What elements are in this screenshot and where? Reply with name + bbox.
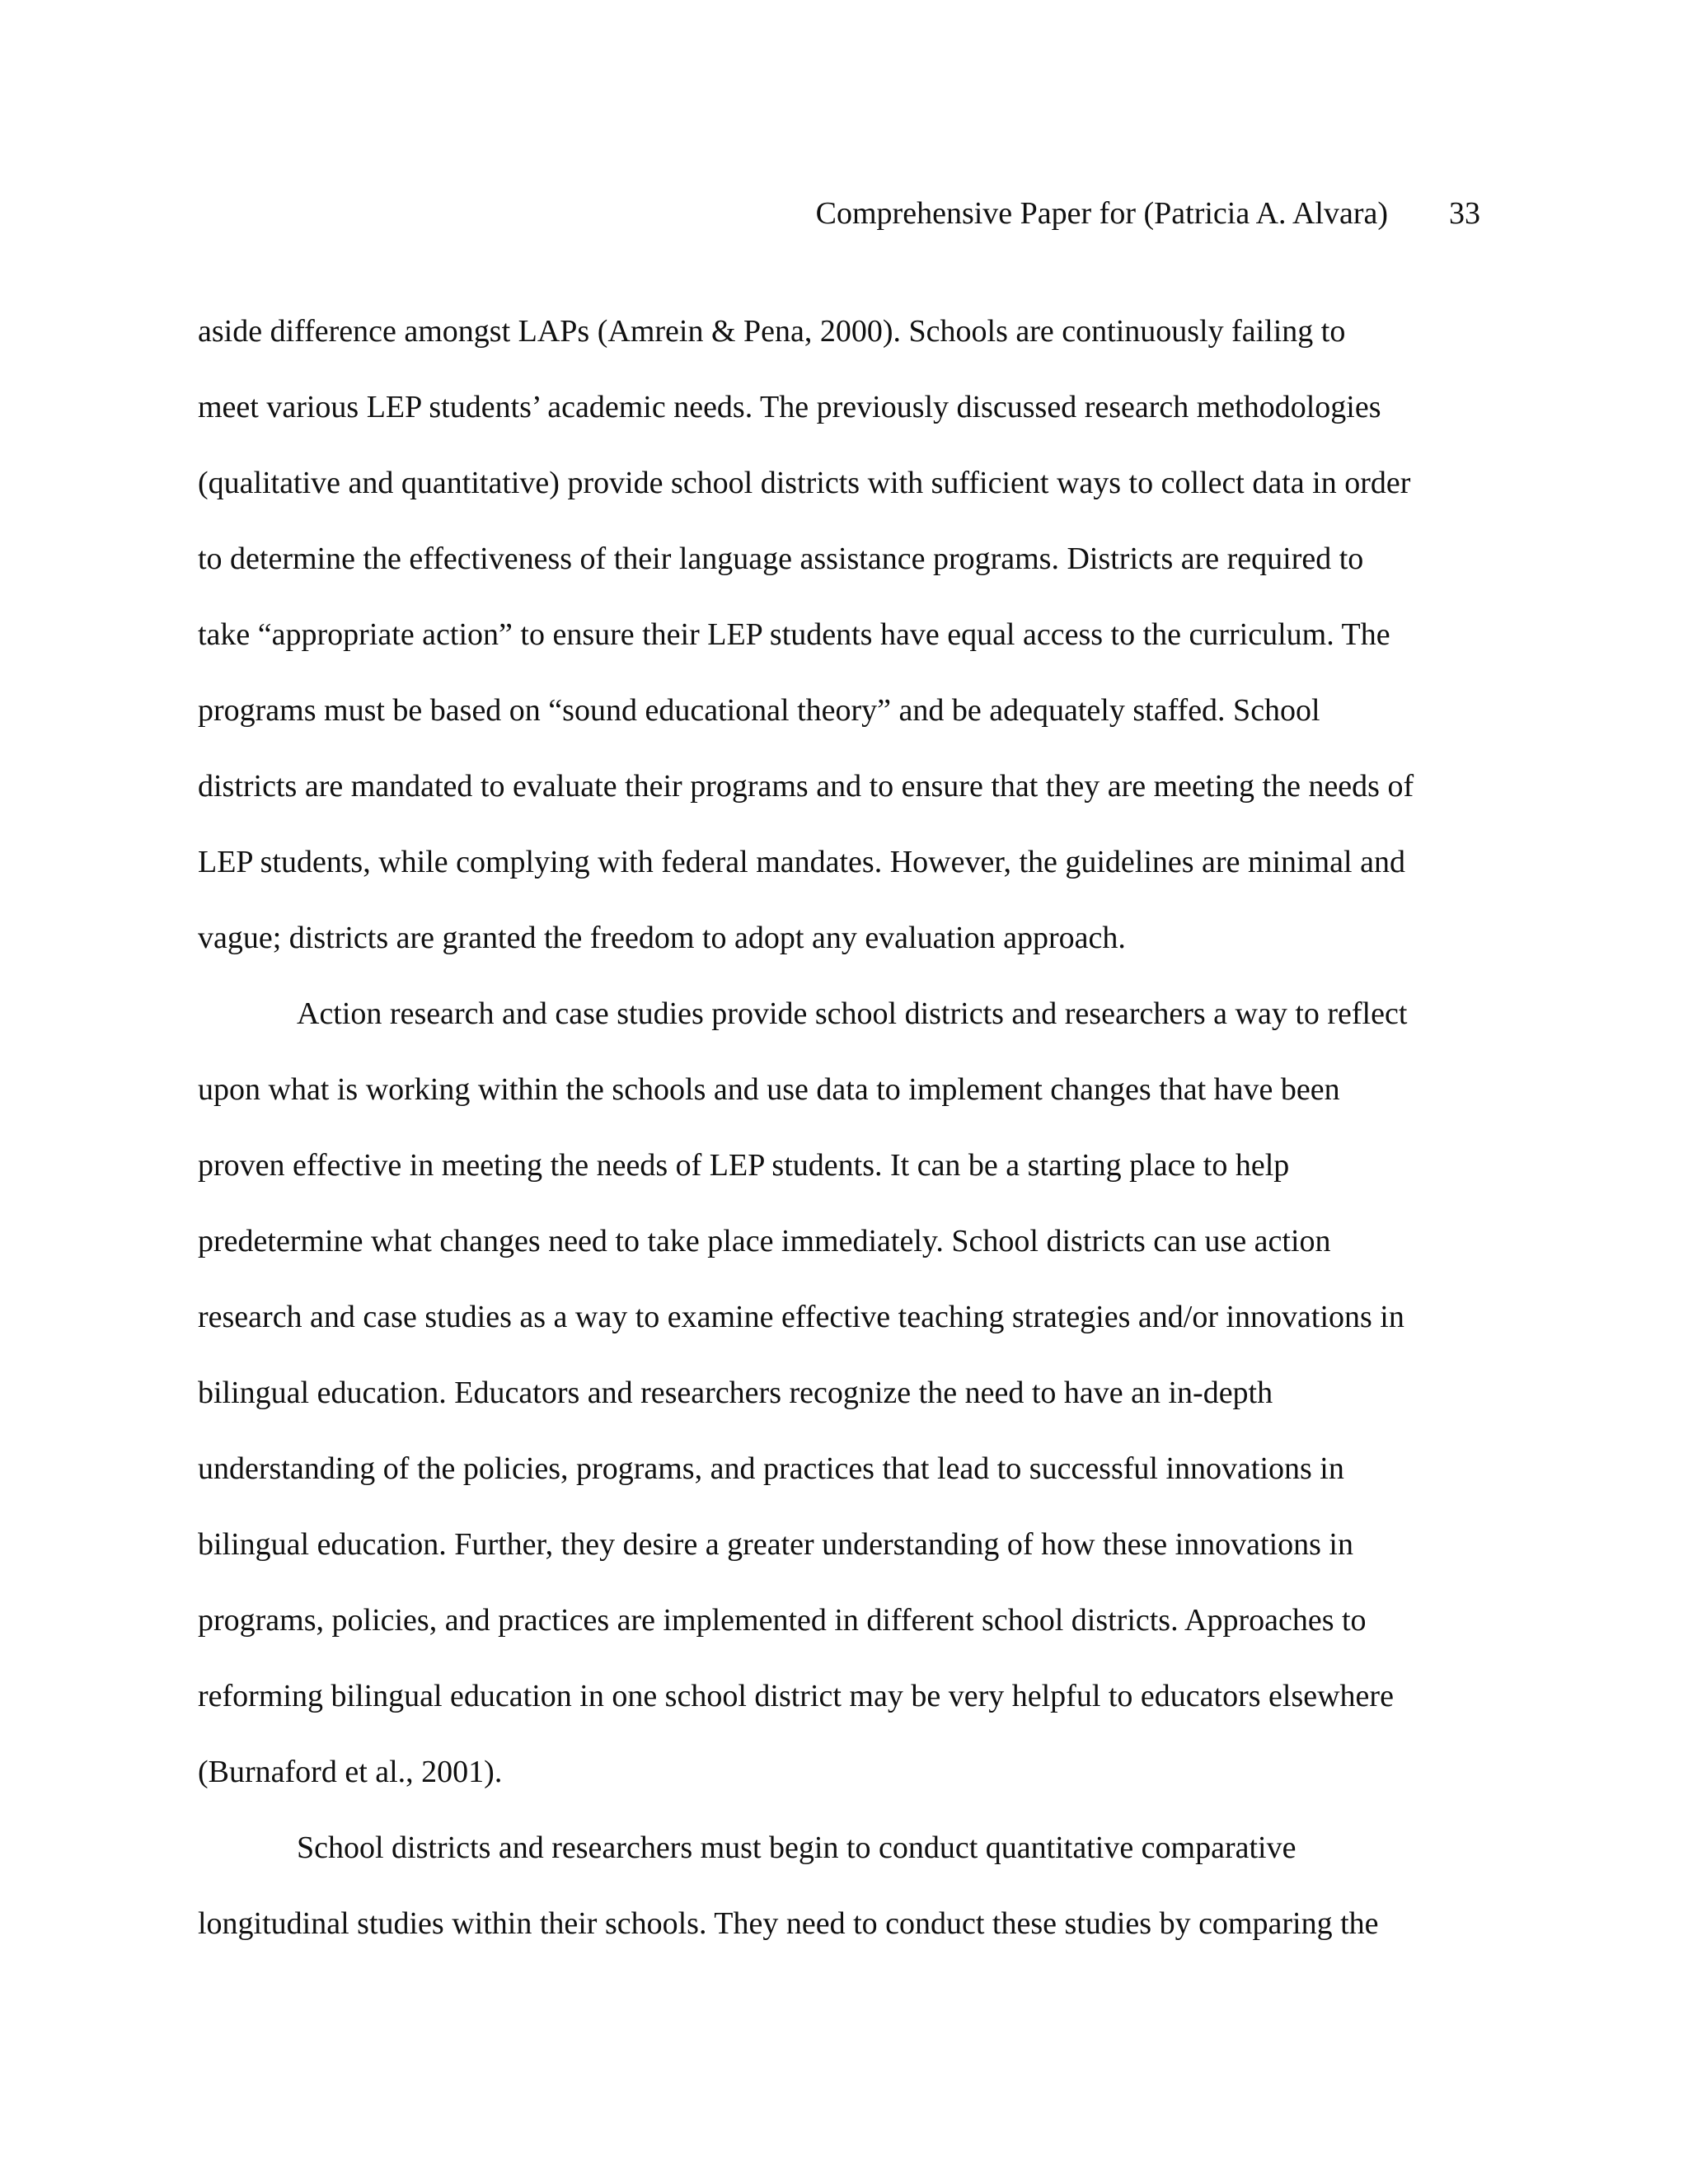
text-line: research and case studies as a way to examine effective teaching strategies and/or innovations in (198, 1300, 1404, 1334)
text-line: to determine the effectiveness of their language assistance programs. Districts are required to (198, 541, 1364, 576)
running-head-title: Comprehensive Paper for (Patricia A. Alvara) (815, 196, 1388, 231)
text-line: upon what is working within the schools and use data to implement changes that have been (198, 1072, 1340, 1107)
text-line: Action research and case studies provide school districts and researchers a way to reflect (297, 996, 1408, 1031)
text-line: predetermine what changes need to take place immediately. School districts can use action (198, 1224, 1331, 1258)
text-line: vague; districts are granted the freedom to adopt any evaluation approach. (198, 921, 1126, 955)
text-line: reforming bilingual education in one school district may be very helpful to educators elsewhere (198, 1679, 1394, 1713)
paragraph-3 (198, 1810, 1484, 1961)
text-line: LEP students, while complying with federal mandates. However, the guidelines are minimal and (198, 845, 1405, 879)
text-line: bilingual education. Further, they desire a greater understanding of how these innovations in (198, 1527, 1353, 1562)
text-line: meet various LEP students’ academic needs. The previously discussed research methodologies (198, 390, 1381, 424)
text-line: (Burnaford et al., 2001). (198, 1755, 503, 1789)
page-number: 33 (1449, 196, 1480, 231)
text-line: programs, policies, and practices are implemented in different school districts. Approaches to (198, 1603, 1367, 1638)
running-head (816, 194, 1480, 232)
text-line: bilingual education. Educators and researchers recognize the need to have an in-depth (198, 1376, 1273, 1410)
paragraph-2 (198, 976, 1484, 1810)
body-text (198, 293, 1484, 1961)
text-line: proven effective in meeting the needs of LEP students. It can be a starting place to help (198, 1148, 1290, 1183)
text-line: School districts and researchers must begin to conduct quantitative comparative (297, 1830, 1296, 1865)
text-line: take “appropriate action” to ensure their LEP students have equal access to the curriculum. The (198, 617, 1390, 652)
text-line: (qualitative and quantitative) provide school districts with sufficient ways to collect data in order (198, 466, 1411, 500)
text-line: longitudinal studies within their schools. They need to conduct these studies by comparing the (198, 1906, 1379, 1941)
text-line: programs must be based on “sound educational theory” and be adequately staffed. School (198, 693, 1320, 728)
text-line: districts are mandated to evaluate their programs and to ensure that they are meeting the needs of (198, 769, 1414, 804)
text-line: understanding of the policies, programs, and practices that lead to successful innovations in (198, 1451, 1344, 1486)
paragraph-1 (198, 293, 1484, 976)
text-line: aside difference amongst LAPs (Amrein & Pena, 2000). Schools are continuously failing to (198, 314, 1346, 349)
